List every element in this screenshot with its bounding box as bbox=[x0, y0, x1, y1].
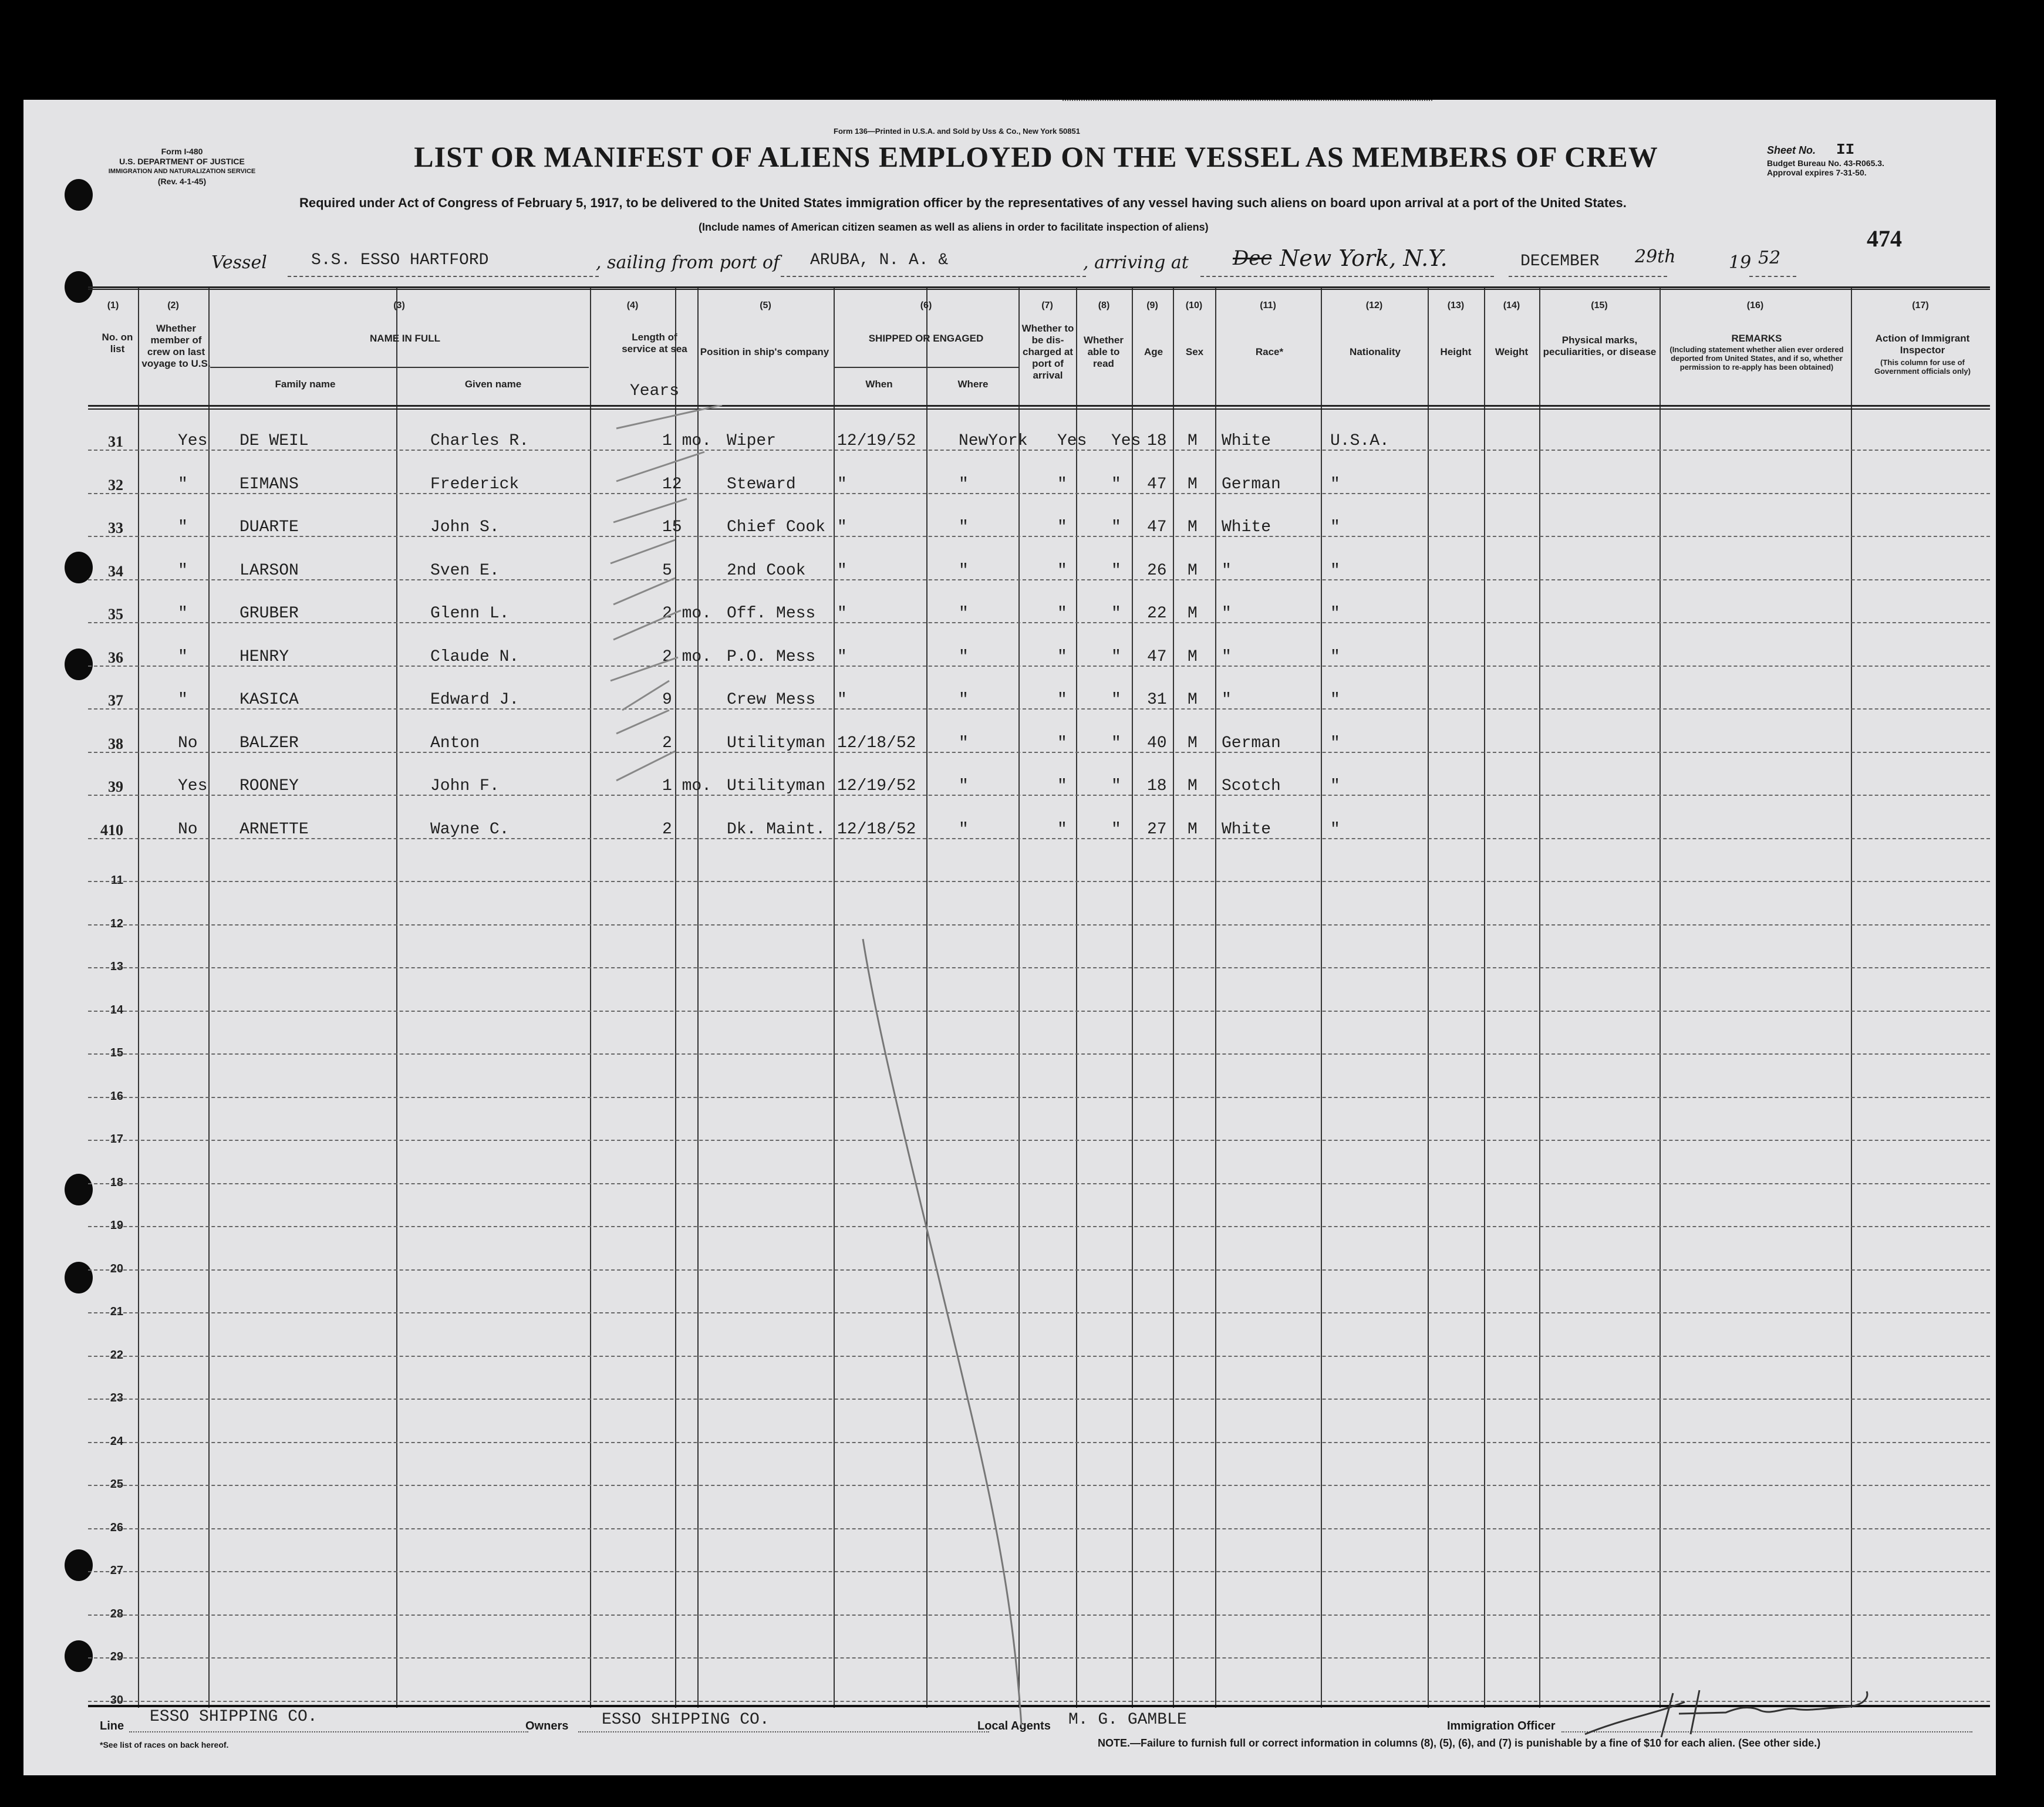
service-cell: 12 bbox=[662, 475, 682, 494]
member-cell: " bbox=[178, 561, 188, 580]
race-cell: White bbox=[1222, 820, 1271, 839]
age-cell: 31 bbox=[1147, 691, 1167, 709]
position-cell: Off. Mess bbox=[727, 604, 816, 623]
blank-row-number: 28 bbox=[110, 1607, 123, 1620]
nationality-cell: " bbox=[1330, 647, 1340, 666]
position-cell: 2nd Cook bbox=[727, 561, 806, 580]
nationality-cell: " bbox=[1330, 561, 1340, 580]
column-rule bbox=[138, 286, 139, 1708]
able-read-cell: " bbox=[1111, 820, 1121, 839]
member-cell: No bbox=[178, 734, 198, 752]
given-name-cell: Wayne C. bbox=[430, 820, 510, 839]
member-cell: " bbox=[178, 604, 188, 623]
column-rule bbox=[1321, 286, 1322, 1708]
given-name-cell: Charles R. bbox=[430, 432, 529, 450]
able-read-cell: " bbox=[1111, 777, 1121, 795]
position-cell: Steward bbox=[727, 475, 796, 494]
nationality-cell: " bbox=[1330, 734, 1340, 752]
column-number: (15) bbox=[1591, 300, 1608, 310]
form-number: Form I-480 bbox=[161, 147, 203, 156]
blank-row-number: 21 bbox=[110, 1305, 123, 1318]
page-number: 474 bbox=[1867, 225, 1902, 252]
column-number: (11) bbox=[1260, 300, 1276, 310]
discharged-cell: " bbox=[1057, 734, 1067, 752]
family-name-cell: HENRY bbox=[240, 647, 289, 666]
printer-line: Form 136—Printed in U.S.A. and Sold by Uss & Co., New York 50851 bbox=[834, 127, 1080, 136]
sheet-label: Sheet No. bbox=[1767, 144, 1816, 156]
column-rule bbox=[1539, 286, 1540, 1708]
nationality-cell: " bbox=[1330, 820, 1340, 839]
header-family: Family name bbox=[275, 379, 336, 390]
header-weight: Weight bbox=[1495, 346, 1529, 357]
given-name-cell: John S. bbox=[430, 518, 500, 536]
service-cell: 1 mo. bbox=[662, 432, 712, 450]
shipped-when-cell: " bbox=[837, 604, 847, 623]
discharged-cell: " bbox=[1057, 475, 1067, 494]
shipped-where-cell: " bbox=[959, 518, 969, 536]
pencil-marks bbox=[599, 405, 1098, 1755]
discharged-cell: " bbox=[1057, 820, 1067, 839]
blank-row-number: 16 bbox=[110, 1089, 123, 1103]
column-rule bbox=[1660, 286, 1661, 1708]
family-name-cell: DUARTE bbox=[240, 518, 299, 536]
blank-row-number: 22 bbox=[110, 1348, 123, 1362]
blank-row-number: 13 bbox=[110, 960, 123, 973]
service-cell: 2 mo. bbox=[662, 604, 712, 623]
family-name-cell: DE WEIL bbox=[240, 432, 309, 450]
header-service: Length of service at sea bbox=[622, 332, 687, 354]
sex-cell: M bbox=[1188, 777, 1198, 795]
sailing-label: , sailing from port of bbox=[596, 252, 780, 273]
blank-row-number: 30 bbox=[110, 1693, 123, 1707]
approval-expires: Approval expires 7-31-50. bbox=[1767, 168, 1867, 177]
position-cell: Crew Mess bbox=[727, 691, 816, 709]
shipped-where-cell: " bbox=[959, 691, 969, 709]
footer-agents-label: Local Agents bbox=[977, 1720, 1051, 1732]
member-cell: " bbox=[178, 475, 188, 494]
header-read: Whether able to read bbox=[1084, 335, 1124, 369]
service-cell: 2 bbox=[662, 734, 672, 752]
row-rule bbox=[88, 286, 1990, 288]
footer-owners-label: Owners bbox=[525, 1720, 569, 1732]
blank-row-number: 26 bbox=[110, 1521, 123, 1534]
include-statement: (Include names of American citizen seamen as well as aliens in order to facilitate inspection of aliens) bbox=[699, 221, 1209, 233]
column-rule bbox=[1173, 286, 1174, 1708]
header-where: Where bbox=[957, 379, 989, 390]
age-cell: 18 bbox=[1147, 777, 1167, 795]
column-rule bbox=[1215, 286, 1216, 1708]
race-cell: White bbox=[1222, 432, 1271, 450]
member-cell: Yes bbox=[178, 432, 208, 450]
row-number: 38 bbox=[108, 735, 123, 752]
discharged-cell: " bbox=[1057, 518, 1067, 536]
header-name: NAME IN FULL bbox=[370, 333, 440, 344]
given-name-cell: Frederick bbox=[430, 475, 520, 494]
service-cell: 9 bbox=[662, 691, 672, 709]
column-rule bbox=[208, 286, 210, 1708]
column-number: (5) bbox=[760, 300, 771, 310]
column-rule bbox=[1484, 286, 1485, 1708]
sheet-number: II bbox=[1836, 141, 1855, 158]
nationality-cell: " bbox=[1330, 777, 1340, 795]
footer-agents-value: M. G. GAMBLE bbox=[1068, 1711, 1187, 1729]
row-number: 34 bbox=[108, 562, 123, 580]
race-cell: " bbox=[1222, 604, 1232, 623]
blank-row-number: 14 bbox=[110, 1003, 123, 1016]
column-number: (16) bbox=[1746, 300, 1764, 310]
blank-row-number: 29 bbox=[110, 1650, 123, 1663]
discharged-cell: " bbox=[1057, 561, 1067, 580]
sex-cell: M bbox=[1188, 691, 1198, 709]
row-rule bbox=[210, 367, 589, 368]
shipped-when-cell: 12/19/52 bbox=[837, 777, 916, 795]
header-shipped: SHIPPED OR ENGAGED bbox=[868, 333, 984, 344]
family-name-cell: ROONEY bbox=[240, 777, 299, 795]
header-sex: Sex bbox=[1185, 346, 1204, 357]
header-position: Position in ship's company bbox=[700, 346, 829, 357]
blank-row-number: 24 bbox=[110, 1434, 123, 1448]
nationality-cell: " bbox=[1330, 604, 1340, 623]
position-cell: P.O. Mess bbox=[727, 647, 816, 666]
given-name-cell: Claude N. bbox=[430, 647, 520, 666]
header-member: Whether member of crew on last voyage to U.S. bbox=[141, 323, 211, 369]
shipped-when-cell: 12/19/52 bbox=[837, 432, 916, 450]
service-cell: 2 mo. bbox=[662, 647, 712, 666]
sheet-info bbox=[1767, 141, 1961, 177]
shipped-when-cell: 12/18/52 bbox=[837, 820, 916, 839]
age-cell: 47 bbox=[1147, 647, 1167, 666]
year-prefix: 19 bbox=[1729, 252, 1752, 273]
row-number: 410 bbox=[100, 821, 123, 839]
given-name-cell: Glenn L. bbox=[430, 604, 510, 623]
given-name-cell: Sven E. bbox=[430, 561, 500, 580]
able-read-cell: Yes bbox=[1111, 432, 1141, 450]
family-name-cell: ARNETTE bbox=[240, 820, 309, 839]
blank-row-number: 15 bbox=[110, 1046, 123, 1059]
column-rule bbox=[590, 286, 591, 1708]
sex-cell: M bbox=[1188, 561, 1198, 580]
age-cell: 22 bbox=[1147, 604, 1167, 623]
punch-hole bbox=[65, 179, 93, 211]
race-cell: German bbox=[1222, 734, 1281, 752]
arrival-month: DECEMBER bbox=[1520, 252, 1600, 271]
discharged-cell: " bbox=[1057, 647, 1067, 666]
able-read-cell: " bbox=[1111, 734, 1121, 752]
member-cell: No bbox=[178, 820, 198, 839]
blank-row-number: 27 bbox=[110, 1564, 123, 1577]
service-cell: 2 bbox=[662, 820, 672, 839]
arrival-day: 29th bbox=[1635, 246, 1676, 267]
header-race: Race* bbox=[1255, 346, 1284, 357]
discharged-cell: " bbox=[1057, 777, 1067, 795]
able-read-cell: " bbox=[1111, 518, 1121, 536]
column-number: (10) bbox=[1185, 300, 1203, 310]
column-number: (7) bbox=[1041, 300, 1053, 310]
family-name-cell: EIMANS bbox=[240, 475, 299, 494]
column-number: (8) bbox=[1098, 300, 1110, 310]
discharged-cell: " bbox=[1057, 604, 1067, 623]
column-number: (6) bbox=[920, 300, 932, 310]
service-cell: 5 bbox=[662, 561, 672, 580]
vessel-name: S.S. ESSO HARTFORD bbox=[311, 251, 489, 269]
age-cell: 40 bbox=[1147, 734, 1167, 752]
sex-cell: M bbox=[1188, 647, 1198, 666]
row-number: 37 bbox=[108, 692, 123, 709]
discharged-cell: " bbox=[1057, 691, 1067, 709]
shipped-when-cell: " bbox=[837, 647, 847, 666]
shipped-where-cell: NewYork bbox=[959, 432, 1028, 450]
age-cell: 27 bbox=[1147, 820, 1167, 839]
age-cell: 47 bbox=[1147, 518, 1167, 536]
blank-row-number: 25 bbox=[110, 1478, 123, 1491]
row-number: 39 bbox=[108, 778, 123, 795]
blank-row-number: 17 bbox=[110, 1133, 123, 1146]
blank-row-number: 18 bbox=[110, 1176, 123, 1189]
shipped-where-cell: " bbox=[959, 647, 969, 666]
page-title: LIST OR MANIFEST OF ALIENS EMPLOYED ON THE VESSEL AS MEMBERS OF CREW bbox=[414, 140, 1658, 173]
shipped-where-cell: " bbox=[959, 561, 969, 580]
given-name-cell: Anton bbox=[430, 734, 480, 752]
race-cell: Scotch bbox=[1222, 777, 1281, 795]
sex-cell: M bbox=[1188, 734, 1198, 752]
arriving-struck: Dec bbox=[1233, 246, 1272, 270]
family-name-cell: LARSON bbox=[240, 561, 299, 580]
able-read-cell: " bbox=[1111, 604, 1121, 623]
column-number: (3) bbox=[393, 300, 405, 310]
able-read-cell: " bbox=[1111, 691, 1121, 709]
race-cell: " bbox=[1222, 647, 1232, 666]
member-cell: " bbox=[178, 647, 188, 666]
family-name-cell: BALZER bbox=[240, 734, 299, 752]
header-action: Action of Immigrant Inspector bbox=[1875, 333, 1970, 356]
family-name-cell: GRUBER bbox=[240, 604, 299, 623]
required-statement: Required under Act of Congress of February 5, 1917, to be delivered to the United States immigration officer by the representatives of any vessel having such aliens on board upon arrival at a port of the United States. bbox=[299, 195, 1627, 210]
blank-row-number: 12 bbox=[110, 917, 123, 930]
nationality-cell: " bbox=[1330, 691, 1340, 709]
position-cell: Utilityman bbox=[727, 734, 826, 752]
member-cell: " bbox=[178, 518, 188, 536]
member-cell: Yes bbox=[178, 777, 208, 795]
arriving-at: New York, N.Y. bbox=[1280, 245, 1448, 271]
service-cell: 15 bbox=[662, 518, 682, 536]
blank-row-number: 11 bbox=[110, 874, 123, 887]
header-discharged: Whether to be dis-charged at port of arrival bbox=[1021, 323, 1074, 381]
discharged-cell: Yes bbox=[1057, 432, 1087, 450]
budget-bureau: Budget Bureau No. 43-R065.3. bbox=[1767, 158, 1884, 168]
column-number: (14) bbox=[1503, 300, 1520, 310]
footer-owners-value: ESSO SHIPPING CO. bbox=[602, 1711, 770, 1729]
race-cell: " bbox=[1222, 561, 1232, 580]
service-cell: 1 mo. bbox=[662, 777, 712, 795]
manifest-sheet bbox=[23, 100, 1996, 1775]
header-age: Age bbox=[1144, 346, 1163, 357]
revision: (Rev. 4-1-45) bbox=[157, 177, 207, 186]
officer-signature bbox=[1573, 1678, 1878, 1743]
shipped-when-cell: " bbox=[837, 518, 847, 536]
race-cell: German bbox=[1222, 475, 1281, 494]
header-given: Given name bbox=[464, 379, 522, 390]
shipped-when-cell: " bbox=[837, 475, 847, 494]
header-when: When bbox=[865, 379, 893, 390]
nationality-cell: U.S.A. bbox=[1330, 432, 1389, 450]
shipped-where-cell: " bbox=[959, 734, 969, 752]
able-read-cell: " bbox=[1111, 475, 1121, 494]
column-rule bbox=[1851, 286, 1852, 1708]
year-suffix: 52 bbox=[1758, 248, 1781, 268]
vessel-label: Vessel bbox=[211, 252, 267, 273]
shipped-where-cell: " bbox=[959, 475, 969, 494]
given-name-cell: Edward J. bbox=[430, 691, 520, 709]
footer-line-value: ESSO SHIPPING CO. bbox=[150, 1708, 318, 1726]
races-note: *See list of races on back hereof. bbox=[100, 1740, 229, 1749]
header-nationality: Nationality bbox=[1350, 346, 1401, 357]
column-number: (13) bbox=[1447, 300, 1465, 310]
sex-cell: M bbox=[1188, 604, 1198, 623]
sailing-from: ARUBA, N. A. & bbox=[810, 251, 949, 269]
blank-row-number: 23 bbox=[110, 1391, 123, 1404]
column-number: (2) bbox=[167, 300, 179, 310]
member-cell: " bbox=[178, 691, 188, 709]
sex-cell: M bbox=[1188, 518, 1198, 536]
position-cell: Chief Cook bbox=[727, 518, 826, 536]
shipped-where-cell: " bbox=[959, 604, 969, 623]
department: U.S. DEPARTMENT OF JUSTICE bbox=[119, 157, 245, 166]
shipped-when-cell: 12/18/52 bbox=[837, 734, 916, 752]
column-rule bbox=[1428, 286, 1429, 1708]
header-physical: Physical marks, peculiarities, or disease bbox=[1543, 335, 1657, 357]
nationality-cell: " bbox=[1330, 475, 1340, 494]
shipped-when-cell: " bbox=[837, 561, 847, 580]
age-cell: 26 bbox=[1147, 561, 1167, 580]
footer-officer-label: Immigration Officer bbox=[1447, 1720, 1556, 1732]
column-number: (1) bbox=[107, 300, 119, 310]
header-height: Height bbox=[1440, 346, 1472, 357]
form-info bbox=[94, 147, 270, 187]
sex-cell: M bbox=[1188, 432, 1198, 450]
blank-row-number: 19 bbox=[110, 1219, 123, 1232]
header-no: No. on list bbox=[102, 332, 133, 354]
header-remarks-note: (Including statement whether alien ever ordered deported from United States, and if so, whether permission to re-apply has been obtained) bbox=[1669, 345, 1844, 371]
shipped-where-cell: " bbox=[959, 820, 969, 839]
given-name-cell: John F. bbox=[430, 777, 500, 795]
column-rule bbox=[396, 286, 397, 1708]
footer-line-label: Line bbox=[100, 1720, 124, 1732]
service: IMMIGRATION AND NATURALIZATION SERVICE bbox=[108, 168, 256, 175]
sex-cell: M bbox=[1188, 475, 1198, 494]
race-cell: " bbox=[1222, 691, 1232, 709]
nationality-cell: " bbox=[1330, 518, 1340, 536]
age-cell: 47 bbox=[1147, 475, 1167, 494]
arriving-label: , arriving at bbox=[1083, 252, 1189, 273]
position-cell: Utilityman bbox=[727, 777, 826, 795]
row-rule bbox=[834, 367, 1018, 368]
column-number: (12) bbox=[1365, 300, 1383, 310]
family-name-cell: KASICA bbox=[240, 691, 299, 709]
row-number: 35 bbox=[108, 606, 123, 623]
age-cell: 18 bbox=[1147, 432, 1167, 450]
column-number: (9) bbox=[1146, 300, 1158, 310]
able-read-cell: " bbox=[1111, 647, 1121, 666]
able-read-cell: " bbox=[1111, 561, 1121, 580]
race-cell: White bbox=[1222, 518, 1271, 536]
blank-row-number: 20 bbox=[110, 1262, 123, 1275]
header-action-note: (This column for use of Government officials only) bbox=[1874, 358, 1971, 376]
row-number: 33 bbox=[108, 519, 123, 536]
row-number: 36 bbox=[108, 649, 123, 666]
header-years: Years bbox=[629, 382, 679, 400]
position-cell: Dk. Maint. bbox=[727, 820, 826, 839]
header-remarks: REMARKS bbox=[1731, 333, 1782, 344]
sex-cell: M bbox=[1188, 820, 1198, 839]
row-number: 32 bbox=[108, 476, 123, 494]
shipped-when-cell: " bbox=[837, 691, 847, 709]
position-cell: Wiper bbox=[727, 432, 777, 450]
row-rule bbox=[88, 289, 1990, 290]
shipped-where-cell: " bbox=[959, 777, 969, 795]
column-number: (17) bbox=[1912, 300, 1929, 310]
row-number: 31 bbox=[108, 433, 123, 450]
penalty-note: NOTE.—Failure to furnish full or correct information in columns (8), (5), (6), and (7) is punishable by a fine of $10 for each alien. (See other side.) bbox=[1098, 1737, 1821, 1749]
column-number: (4) bbox=[626, 300, 639, 310]
column-rule bbox=[1132, 286, 1133, 1708]
